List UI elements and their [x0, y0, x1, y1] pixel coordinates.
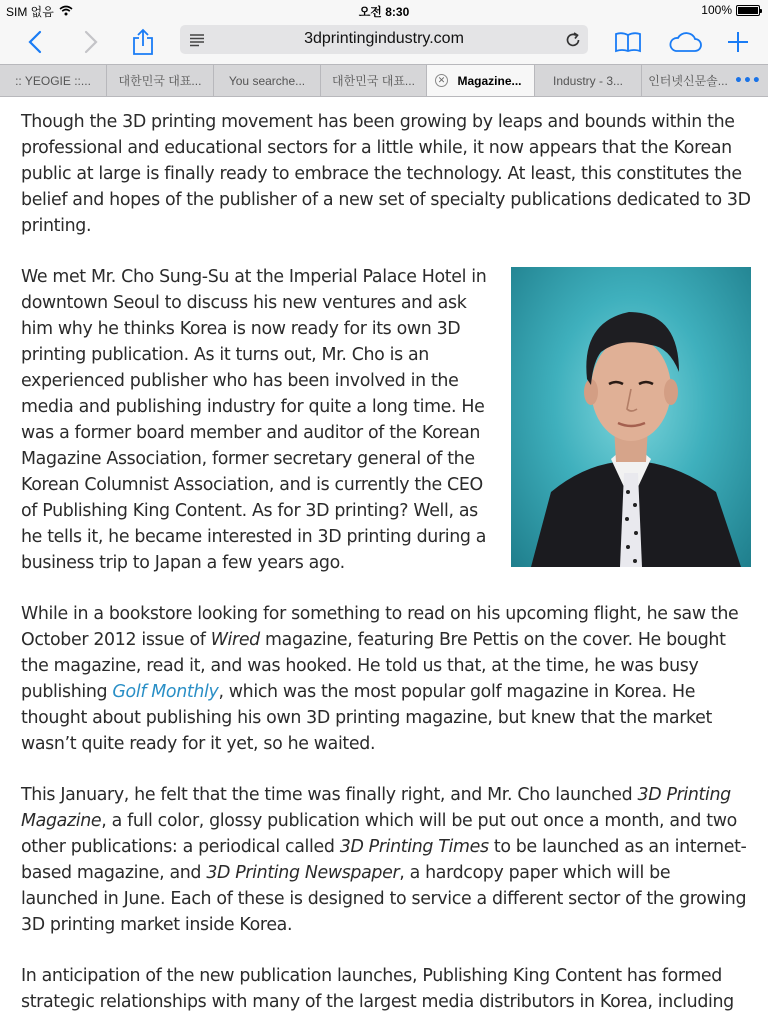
tab-korea-2[interactable] — [321, 65, 427, 96]
text-span: to be launched as an internet-based magazine, and — [21, 837, 747, 883]
status-time: 오전 8:30 — [358, 5, 410, 19]
tab-bar — [0, 64, 768, 97]
carrier-label: SIM 없음 — [6, 5, 54, 19]
tab-label: :: YEOGIE ::... — [15, 73, 91, 88]
times-title: 3D Printing Times — [339, 837, 489, 857]
paragraph-launch — [21, 782, 751, 938]
tab-label: You searche... — [228, 73, 306, 88]
forward-icon — [84, 30, 98, 54]
new-tab-button[interactable] — [722, 20, 754, 64]
tab-label: 인터넷신문솔... — [648, 74, 728, 88]
tab-internet-news[interactable] — [642, 65, 734, 96]
tab-magazine[interactable] — [427, 65, 535, 96]
tab-label: 대한민국 대표... — [332, 74, 415, 88]
url-text: 3dprintingindustry.com — [304, 30, 464, 47]
text-span: , a full color, glossy publication which will be put out once a month, and two other publications: a periodical called — [21, 811, 737, 857]
portrait-photo — [511, 267, 751, 567]
browser-toolbar — [0, 20, 768, 64]
golf-monthly-link[interactable]: Golf Monthly — [112, 682, 219, 702]
article-body — [21, 109, 751, 1024]
newspaper-title: 3D Printing Newspaper — [206, 863, 400, 883]
back-button[interactable] — [18, 20, 52, 64]
url-bar[interactable] — [180, 25, 588, 54]
tab-industry[interactable] — [535, 65, 642, 96]
battery-percent: 100% — [701, 3, 732, 17]
reload-icon — [564, 31, 582, 49]
more-tabs-icon[interactable]: ••• — [734, 72, 761, 89]
tab-label: 대한민국 대표... — [118, 74, 202, 88]
status-bar — [0, 0, 768, 20]
paragraph-intro: Though the 3D printing movement has been growing by leaps and bounds within the professional and educational sectors for a little while, it now appears that the Korean public at large is finally ready to embrace the technology. At least, this constitutes the belief and hopes of the publisher of a new set of specialty publications dedicated to 3D printing. — [21, 112, 751, 236]
bookmarks-icon — [614, 31, 642, 53]
paragraph-distribution: In anticipation of the new publication launches, Publishing King Content has formed strategic relationships with many of the largest media distributors in Korea, including — [21, 966, 734, 1012]
battery-icon — [736, 5, 760, 16]
back-icon — [28, 30, 42, 54]
paragraph-bookstore — [21, 601, 751, 757]
portrait-illustration — [511, 267, 751, 567]
tab-you-searched[interactable] — [214, 65, 321, 96]
text-span: This January, he felt that the time was finally right, and Mr. Cho launched — [21, 785, 638, 805]
share-icon — [132, 28, 154, 56]
tab-label: Industry - 3... — [552, 73, 624, 88]
close-tab-icon[interactable]: ✕ — [435, 74, 448, 87]
paragraph-interview: We met Mr. Cho Sung-Su at the Imperial Palace Hotel in downtown Seoul to discuss his new ventures and ask him why he thinks Korea is now ready for its own 3D printing publication. As it turns out, Mr. Cho is an experienced publisher who has been involved in the media and publishing industry for quite a long time. He was a former board member and auditor of the Korean Magazine Association, former secretary general of the Korean Columnist Association, and is currently the CEO of Publishing King Content. As for 3D printing? Well, as he tells it, he became interested in 3D printing during a business trip to Japan a few years ago. — [21, 267, 487, 573]
bookmarks-button[interactable] — [610, 20, 646, 64]
tab-korea-1[interactable] — [107, 65, 214, 96]
new-tab-icon — [726, 30, 750, 54]
forward-button[interactable] — [74, 20, 108, 64]
text-span: , which was the most popular golf magazine in Korea. He thought about publishing his own 3D printing magazine, but knew that the market wasn’t quite ready for it yet, so he waited. — [21, 682, 712, 754]
magazine-title: 3D Printing Magazine — [21, 785, 731, 831]
tab-label: Magazine... — [457, 73, 522, 88]
icloud-tabs-button[interactable] — [664, 20, 706, 64]
wired-title: Wired — [210, 630, 260, 650]
battery-fill — [738, 7, 758, 14]
tab-yeogie[interactable] — [0, 65, 107, 96]
status-right — [701, 3, 760, 17]
share-button[interactable] — [126, 20, 160, 64]
reload-button[interactable] — [564, 25, 582, 54]
text-span: magazine, featuring Bre Pettis on the cover. He bought the magazine, read it, and was hooked. He told us that, at the time, he was busy publishing — [21, 630, 726, 702]
icloud-tabs-icon — [667, 31, 703, 53]
text-span: , a hardcopy paper which will be launched in June. Each of these is designed to service a different sector of the growing 3D printing market inside Korea. — [21, 863, 747, 935]
text-span: While in a bookstore looking for something to read on his upcoming flight, he saw the October 2012 issue of — [21, 604, 739, 650]
